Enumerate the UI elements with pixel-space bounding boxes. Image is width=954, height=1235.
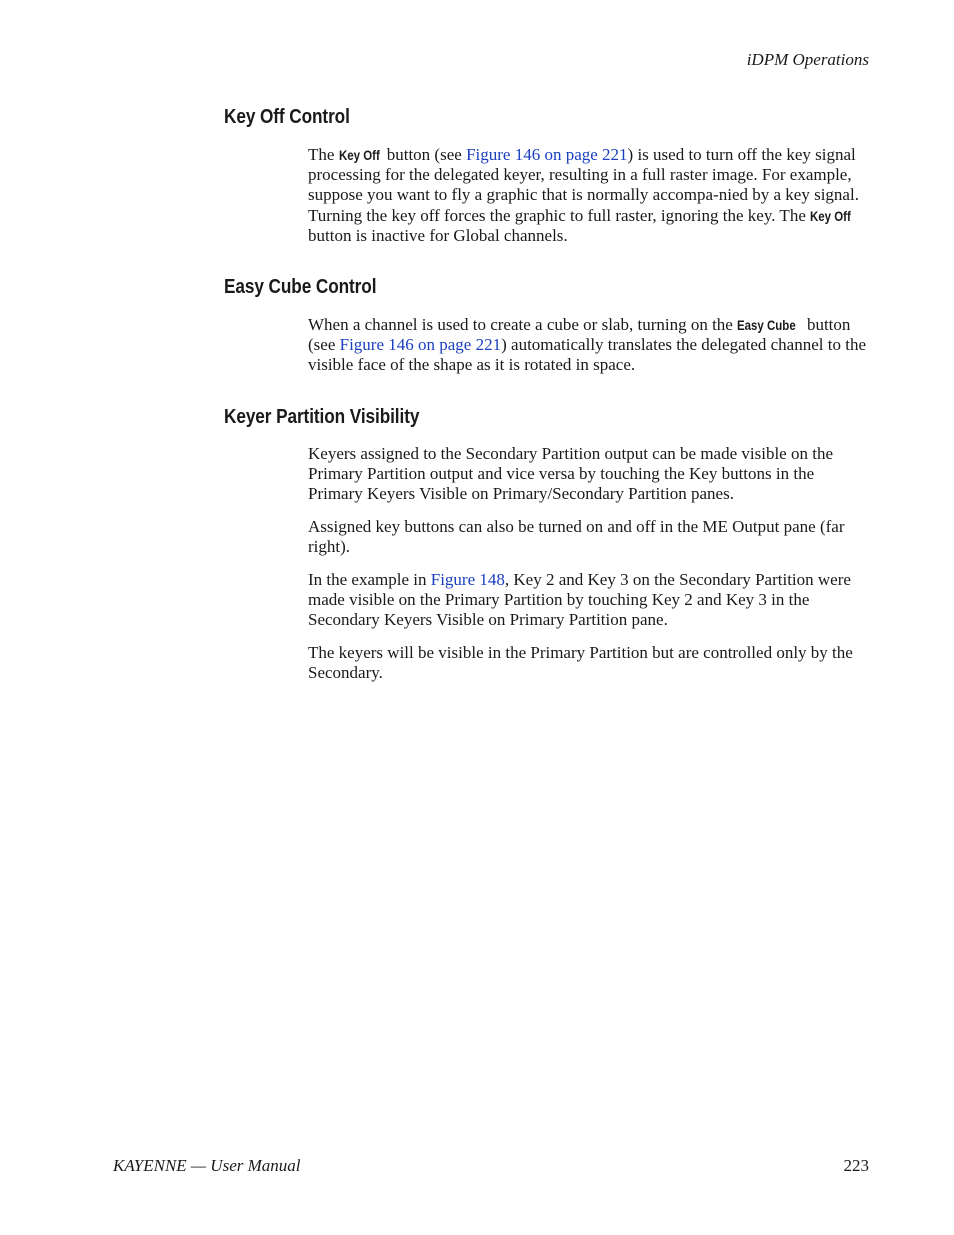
section-heading-keyer-partition: Keyer Partition Visibility	[224, 406, 420, 428]
text-run: , Key 2 and Key 3 on the Secondary Partition were made visible on the Primary Partition by touching Key 2 and Key 3 in the Secondary Keyers Visible on Primary Partition pane.	[308, 570, 851, 630]
section-heading-key-off: Key Off Control	[224, 106, 350, 128]
ui-label-key-off: Key Off	[338, 147, 380, 163]
text-run: In the example in	[308, 570, 431, 589]
keyer-partition-paragraph-3	[308, 570, 872, 631]
text-run: button (see	[382, 145, 467, 164]
figure-146-link[interactable]: Figure 146 on page 221	[466, 145, 628, 164]
easy-cube-paragraph	[308, 315, 872, 376]
figure-148-link[interactable]: Figure 148	[430, 570, 505, 589]
running-head: iDPM Operations	[746, 50, 869, 69]
text-run: ) automatically translates the delegated channel to the visible face of the shape as it is rotated in space.	[308, 335, 866, 375]
text-run: When a channel is used to create a cube or slab, turning on the	[308, 315, 738, 334]
ui-label-easy-cube: Easy Cube	[737, 317, 796, 333]
text-run: button is inactive for Global channels.	[308, 225, 568, 245]
footer-manual-title: KAYENNE — User Manual	[113, 1156, 301, 1175]
text-run: The	[308, 145, 339, 164]
ui-label-key-off: Key Off	[810, 207, 851, 224]
footer-page-number: 223	[843, 1156, 869, 1175]
keyer-partition-paragraph-4: The keyers will be visible in the Primary Partition but are controlled only by the Secondary.	[308, 643, 853, 683]
key-off-paragraph	[308, 145, 872, 246]
section-heading-easy-cube: Easy Cube Control	[224, 276, 377, 298]
figure-146-link[interactable]: Figure 146 on page 221	[339, 335, 502, 355]
text-run: ) is used to turn off the key signal processing for the delegated keyer, resulting in a full raster image. For example, suppose you want to fly a graphic that is normally accompa-nied by a key signal. Turning the key off forces the graphic to full raster, ignoring the key. The	[308, 145, 859, 225]
text-run: button (see	[308, 315, 851, 355]
keyer-partition-paragraph-2: Assigned key buttons can also be turned on and off in the ME Output pane (far right).	[308, 517, 845, 557]
keyer-partition-paragraph-1: Keyers assigned to the Secondary Partition output can be made visible on the Primary Partition output and vice versa by touching the Key buttons in the Primary Keyers Visible on Primary/Secondary Partition panes.	[308, 444, 833, 504]
